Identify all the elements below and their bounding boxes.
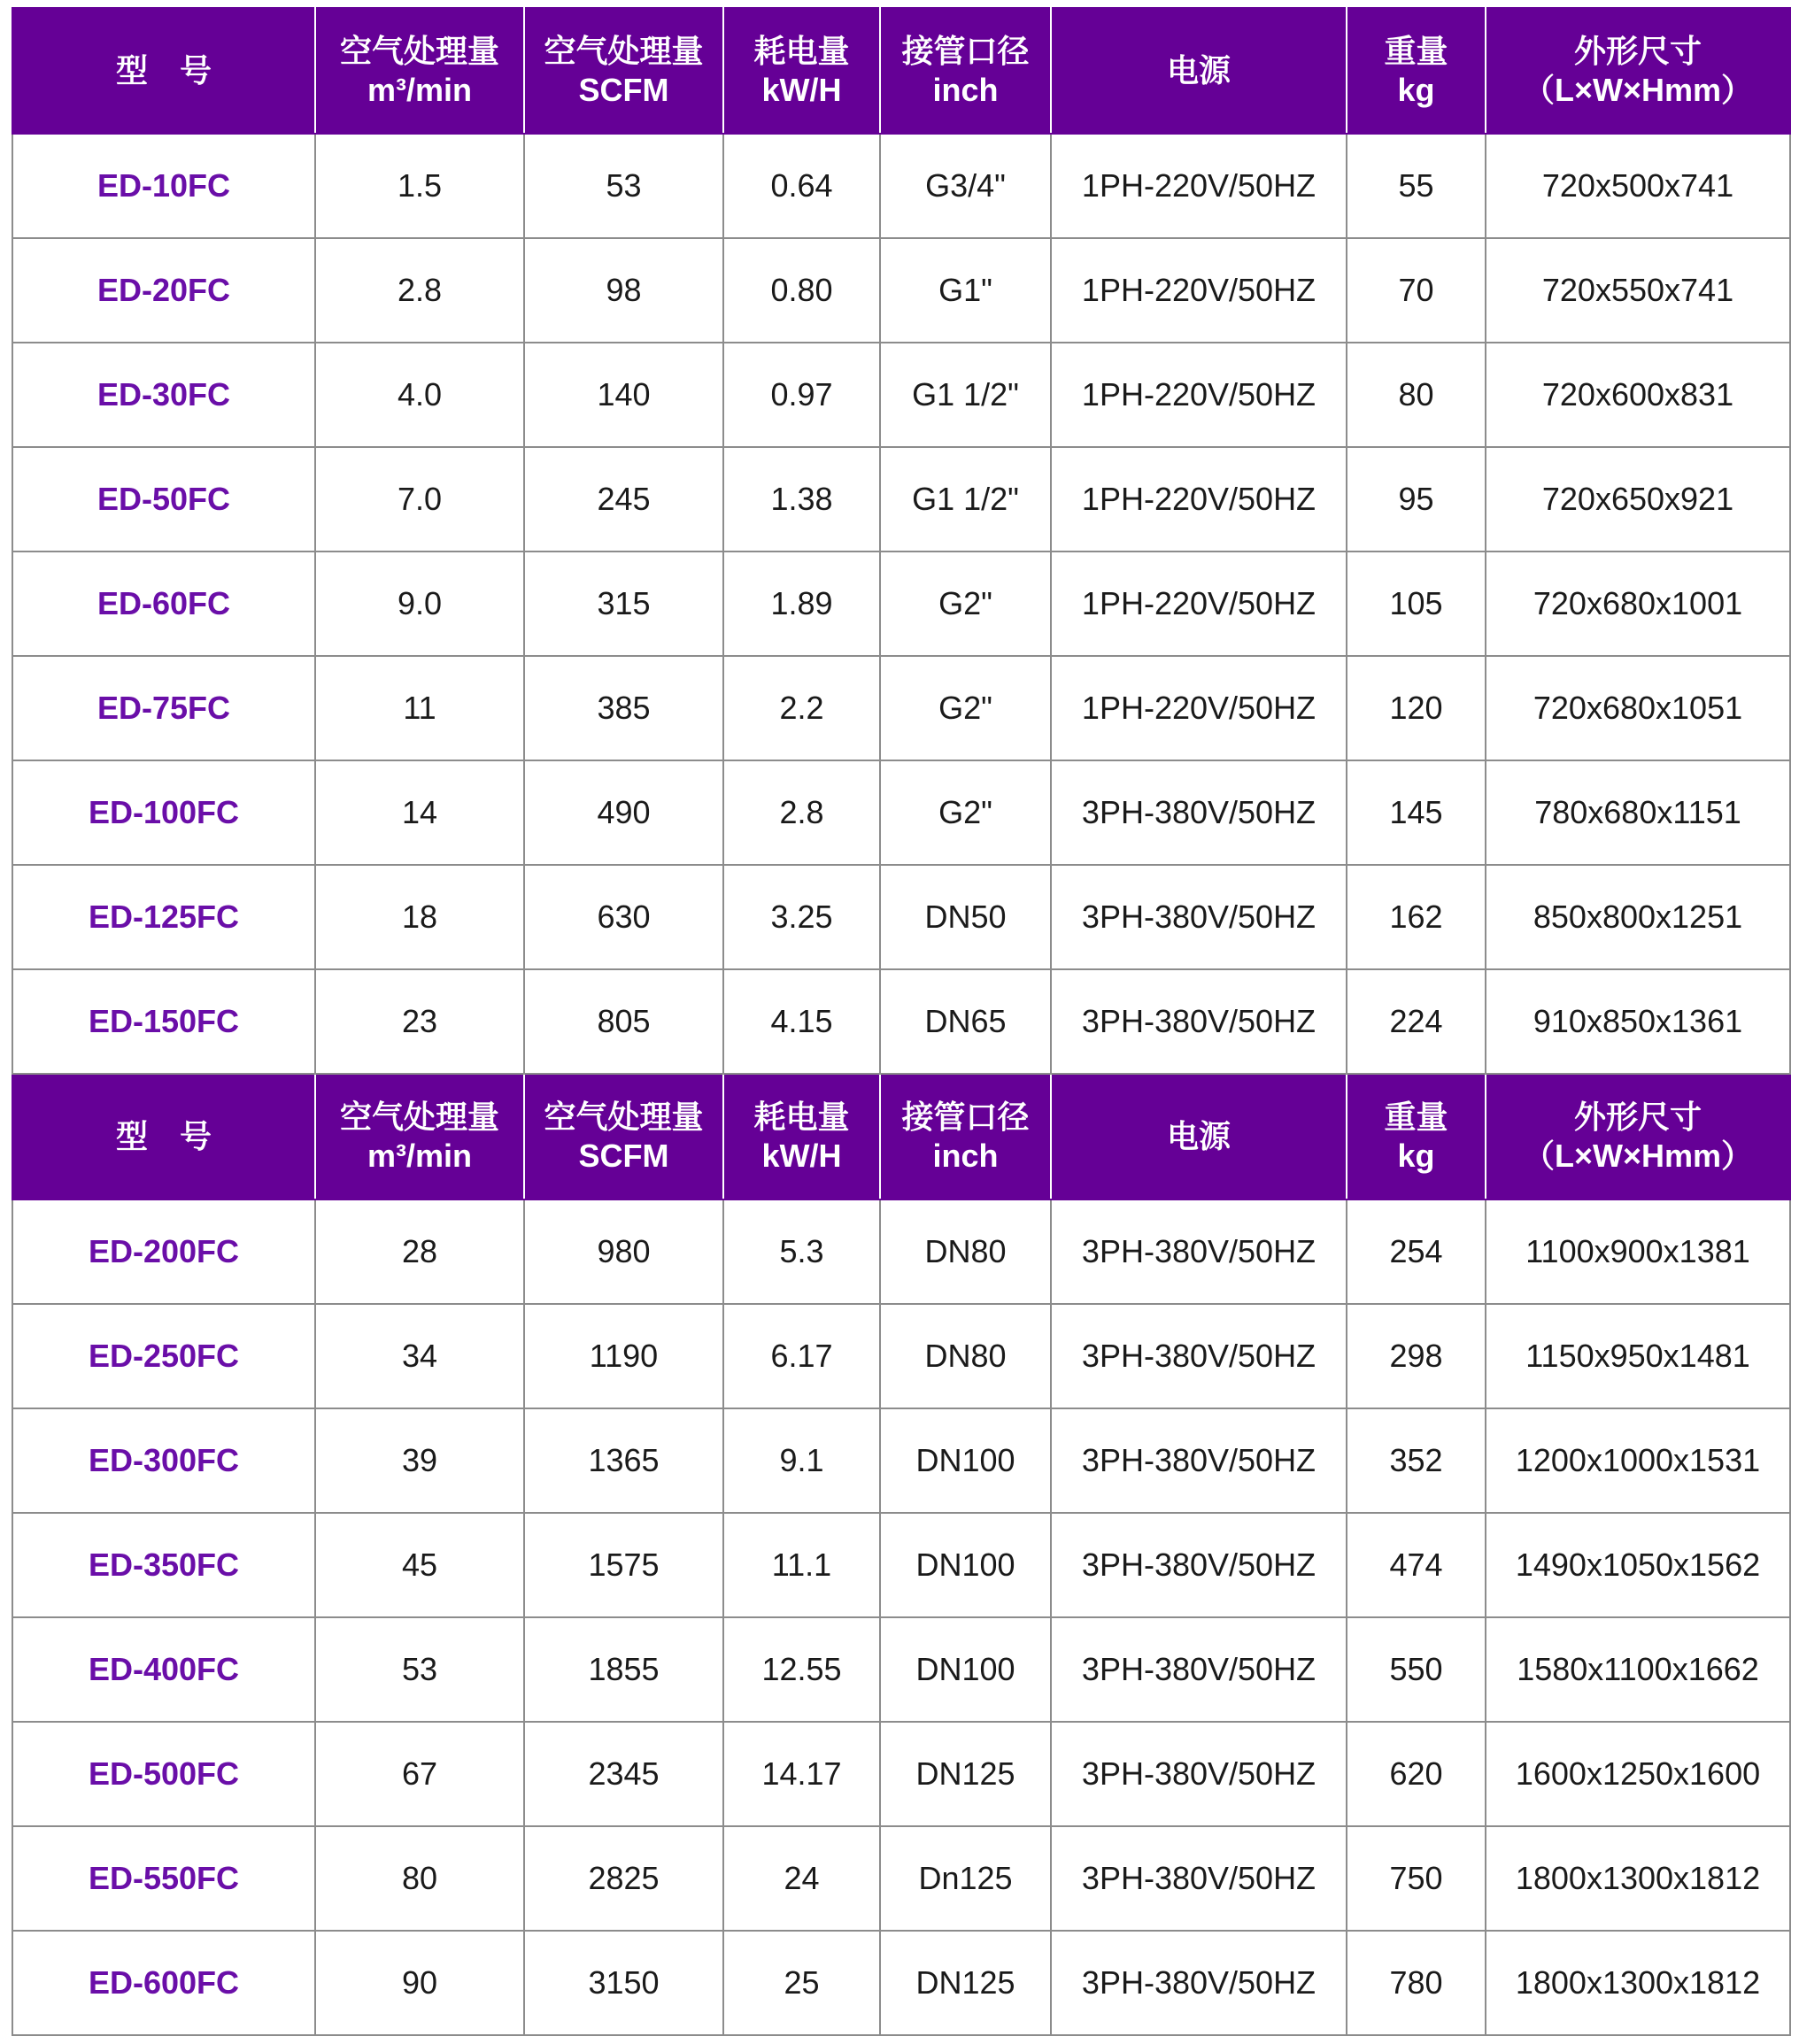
cell-dimensions: 720x680x1051	[1486, 656, 1790, 760]
header-pipe-diameter-line: inch	[932, 1138, 999, 1174]
cell-weight: 750	[1347, 1826, 1486, 1931]
cell-dimensions: 720x500x741	[1486, 134, 1790, 238]
header-air-flow-m3-min	[315, 8, 524, 134]
header-power-consumption	[723, 8, 880, 134]
header-pipe-diameter-line: 接管口径	[901, 1099, 1030, 1135]
cell-pipe-diameter: DN125	[880, 1931, 1051, 2035]
header-dimensions-line: （L×W×Hmm）	[1522, 72, 1754, 108]
cell-power-supply: 3PH-380V/50HZ	[1051, 969, 1347, 1074]
cell-power-supply: 1PH-220V/50HZ	[1051, 134, 1347, 238]
cell-weight: 145	[1347, 760, 1486, 865]
cell-model: ED-100FC	[12, 760, 315, 865]
cell-air-flow-scfm: 315	[524, 551, 723, 656]
cell-model: ED-200FC	[12, 1199, 315, 1304]
cell-air-flow-m3-min: 23	[315, 969, 524, 1074]
header-weight-line: kg	[1397, 72, 1435, 108]
cell-power-supply: 3PH-380V/50HZ	[1051, 1408, 1347, 1513]
cell-air-flow-m3-min: 45	[315, 1513, 524, 1617]
cell-dimensions: 720x680x1001	[1486, 551, 1790, 656]
cell-air-flow-m3-min: 28	[315, 1199, 524, 1304]
cell-power-consumption: 9.1	[723, 1408, 880, 1513]
cell-power-supply: 1PH-220V/50HZ	[1051, 447, 1347, 551]
cell-model: ED-350FC	[12, 1513, 315, 1617]
header-air-flow-m3-min-line: m³/min	[367, 1138, 472, 1174]
cell-power-supply: 3PH-380V/50HZ	[1051, 1617, 1347, 1722]
cell-weight: 298	[1347, 1304, 1486, 1408]
cell-weight: 70	[1347, 238, 1486, 343]
cell-dimensions: 720x550x741	[1486, 238, 1790, 343]
cell-weight: 105	[1347, 551, 1486, 656]
header-model: 型 号	[12, 1074, 315, 1199]
header-air-flow-scfm-line: SCFM	[578, 72, 669, 108]
cell-dimensions: 780x680x1151	[1486, 760, 1790, 865]
cell-power-consumption: 0.97	[723, 343, 880, 447]
cell-power-consumption: 2.2	[723, 656, 880, 760]
cell-air-flow-m3-min: 90	[315, 1931, 524, 2035]
table-row	[12, 1304, 1790, 1408]
header-power-consumption-line: kW/H	[761, 72, 842, 108]
cell-dimensions: 720x600x831	[1486, 343, 1790, 447]
table-row	[12, 656, 1790, 760]
cell-pipe-diameter: DN100	[880, 1513, 1051, 1617]
cell-air-flow-m3-min: 80	[315, 1826, 524, 1931]
cell-air-flow-m3-min: 4.0	[315, 343, 524, 447]
cell-pipe-diameter: DN50	[880, 865, 1051, 969]
table-row	[12, 1826, 1790, 1931]
header-pipe-diameter-line: 接管口径	[901, 33, 1030, 69]
cell-weight: 95	[1347, 447, 1486, 551]
cell-weight: 120	[1347, 656, 1486, 760]
header-power-consumption-line: 耗电量	[753, 1099, 850, 1135]
header-air-flow-scfm-line: SCFM	[578, 1138, 669, 1174]
cell-pipe-diameter: DN80	[880, 1199, 1051, 1304]
cell-weight: 474	[1347, 1513, 1486, 1617]
cell-air-flow-scfm: 630	[524, 865, 723, 969]
cell-model: ED-10FC	[12, 134, 315, 238]
table-row	[12, 1513, 1790, 1617]
cell-model: ED-250FC	[12, 1304, 315, 1408]
cell-power-supply: 1PH-220V/50HZ	[1051, 551, 1347, 656]
cell-dimensions: 1600x1250x1600	[1486, 1722, 1790, 1826]
spec-sheet	[12, 7, 1789, 2036]
cell-dimensions: 1800x1300x1812	[1486, 1826, 1790, 1931]
table-row	[12, 447, 1790, 551]
cell-weight: 550	[1347, 1617, 1486, 1722]
cell-power-supply: 3PH-380V/50HZ	[1051, 1304, 1347, 1408]
cell-power-consumption: 0.64	[723, 134, 880, 238]
cell-dimensions: 1490x1050x1562	[1486, 1513, 1790, 1617]
specification-table	[12, 7, 1791, 2036]
table-row	[12, 969, 1790, 1074]
cell-power-supply: 3PH-380V/50HZ	[1051, 1826, 1347, 1931]
table-body	[12, 8, 1790, 2035]
header-air-flow-m3-min-line: 空气处理量	[339, 1099, 499, 1135]
cell-air-flow-scfm: 980	[524, 1199, 723, 1304]
cell-air-flow-scfm: 1365	[524, 1408, 723, 1513]
cell-dimensions: 850x800x1251	[1486, 865, 1790, 969]
cell-power-consumption: 4.15	[723, 969, 880, 1074]
cell-air-flow-scfm: 1575	[524, 1513, 723, 1617]
cell-air-flow-scfm: 2825	[524, 1826, 723, 1931]
header-air-flow-scfm	[524, 8, 723, 134]
header-dimensions-line: 外形尺寸	[1573, 1099, 1702, 1135]
table-row	[12, 1722, 1790, 1826]
cell-power-supply: 3PH-380V/50HZ	[1051, 1722, 1347, 1826]
cell-power-consumption: 14.17	[723, 1722, 880, 1826]
cell-air-flow-m3-min: 11	[315, 656, 524, 760]
cell-weight: 162	[1347, 865, 1486, 969]
header-air-flow-m3-min-line: m³/min	[367, 72, 472, 108]
cell-power-supply: 1PH-220V/50HZ	[1051, 238, 1347, 343]
cell-power-supply: 3PH-380V/50HZ	[1051, 760, 1347, 865]
cell-air-flow-scfm: 2345	[524, 1722, 723, 1826]
cell-model: ED-550FC	[12, 1826, 315, 1931]
cell-weight: 780	[1347, 1931, 1486, 2035]
cell-power-consumption: 24	[723, 1826, 880, 1931]
cell-air-flow-scfm: 490	[524, 760, 723, 865]
cell-model: ED-300FC	[12, 1408, 315, 1513]
cell-model: ED-50FC	[12, 447, 315, 551]
header-dimensions-line: 外形尺寸	[1573, 33, 1702, 69]
cell-pipe-diameter: G3/4"	[880, 134, 1051, 238]
table-row	[12, 1199, 1790, 1304]
cell-dimensions: 910x850x1361	[1486, 969, 1790, 1074]
cell-air-flow-m3-min: 39	[315, 1408, 524, 1513]
header-power-consumption-line: kW/H	[761, 1138, 842, 1174]
header-air-flow-scfm	[524, 1074, 723, 1199]
cell-air-flow-scfm: 98	[524, 238, 723, 343]
header-dimensions	[1486, 8, 1790, 134]
cell-pipe-diameter: G1 1/2"	[880, 447, 1051, 551]
cell-power-consumption: 11.1	[723, 1513, 880, 1617]
table-row	[12, 134, 1790, 238]
header-weight-line: kg	[1397, 1138, 1435, 1174]
header-row	[12, 1074, 1790, 1199]
cell-air-flow-m3-min: 2.8	[315, 238, 524, 343]
cell-power-consumption: 1.89	[723, 551, 880, 656]
header-row	[12, 8, 1790, 134]
cell-power-consumption: 25	[723, 1931, 880, 2035]
cell-air-flow-m3-min: 67	[315, 1722, 524, 1826]
cell-pipe-diameter: DN125	[880, 1722, 1051, 1826]
cell-weight: 620	[1347, 1722, 1486, 1826]
cell-pipe-diameter: G1"	[880, 238, 1051, 343]
header-weight-line: 重量	[1384, 33, 1448, 69]
header-power-supply: 电源	[1051, 1074, 1347, 1199]
cell-air-flow-scfm: 385	[524, 656, 723, 760]
cell-weight: 352	[1347, 1408, 1486, 1513]
header-weight	[1347, 8, 1486, 134]
cell-power-consumption: 3.25	[723, 865, 880, 969]
cell-power-supply: 1PH-220V/50HZ	[1051, 656, 1347, 760]
cell-pipe-diameter: Dn125	[880, 1826, 1051, 1931]
cell-model: ED-400FC	[12, 1617, 315, 1722]
cell-weight: 254	[1347, 1199, 1486, 1304]
cell-air-flow-scfm: 53	[524, 134, 723, 238]
cell-air-flow-m3-min: 9.0	[315, 551, 524, 656]
cell-air-flow-scfm: 140	[524, 343, 723, 447]
table-row	[12, 1931, 1790, 2035]
cell-air-flow-scfm: 245	[524, 447, 723, 551]
table-row	[12, 343, 1790, 447]
cell-air-flow-scfm: 1855	[524, 1617, 723, 1722]
cell-power-consumption: 0.80	[723, 238, 880, 343]
header-pipe-diameter	[880, 8, 1051, 134]
cell-model: ED-75FC	[12, 656, 315, 760]
cell-model: ED-600FC	[12, 1931, 315, 2035]
cell-model: ED-500FC	[12, 1722, 315, 1826]
cell-air-flow-m3-min: 18	[315, 865, 524, 969]
cell-pipe-diameter: G2"	[880, 551, 1051, 656]
cell-pipe-diameter: G1 1/2"	[880, 343, 1051, 447]
cell-weight: 224	[1347, 969, 1486, 1074]
table-row	[12, 865, 1790, 969]
cell-air-flow-scfm: 1190	[524, 1304, 723, 1408]
header-power-supply: 电源	[1051, 8, 1347, 134]
cell-pipe-diameter: DN80	[880, 1304, 1051, 1408]
cell-power-supply: 1PH-220V/50HZ	[1051, 343, 1347, 447]
cell-pipe-diameter: G2"	[880, 760, 1051, 865]
table-row	[12, 238, 1790, 343]
cell-model: ED-20FC	[12, 238, 315, 343]
header-air-flow-m3-min	[315, 1074, 524, 1199]
header-model: 型 号	[12, 8, 315, 134]
cell-pipe-diameter: G2"	[880, 656, 1051, 760]
cell-air-flow-m3-min: 53	[315, 1617, 524, 1722]
cell-dimensions: 720x650x921	[1486, 447, 1790, 551]
header-dimensions-line: （L×W×Hmm）	[1522, 1138, 1754, 1174]
header-pipe-diameter	[880, 1074, 1051, 1199]
cell-power-supply: 3PH-380V/50HZ	[1051, 1931, 1347, 2035]
cell-pipe-diameter: DN65	[880, 969, 1051, 1074]
cell-weight: 55	[1347, 134, 1486, 238]
cell-air-flow-m3-min: 14	[315, 760, 524, 865]
cell-power-consumption: 12.55	[723, 1617, 880, 1722]
header-air-flow-scfm-line: 空气处理量	[544, 1099, 704, 1135]
cell-model: ED-30FC	[12, 343, 315, 447]
cell-dimensions: 1100x900x1381	[1486, 1199, 1790, 1304]
header-power-consumption	[723, 1074, 880, 1199]
cell-power-consumption: 5.3	[723, 1199, 880, 1304]
header-air-flow-m3-min-line: 空气处理量	[339, 33, 499, 69]
cell-weight: 80	[1347, 343, 1486, 447]
table-row	[12, 760, 1790, 865]
cell-power-supply: 3PH-380V/50HZ	[1051, 1513, 1347, 1617]
cell-power-consumption: 2.8	[723, 760, 880, 865]
cell-model: ED-125FC	[12, 865, 315, 969]
table-row	[12, 551, 1790, 656]
cell-pipe-diameter: DN100	[880, 1408, 1051, 1513]
cell-air-flow-m3-min: 7.0	[315, 447, 524, 551]
cell-air-flow-m3-min: 34	[315, 1304, 524, 1408]
cell-model: ED-150FC	[12, 969, 315, 1074]
cell-power-consumption: 6.17	[723, 1304, 880, 1408]
header-pipe-diameter-line: inch	[932, 72, 999, 108]
header-dimensions	[1486, 1074, 1790, 1199]
cell-power-consumption: 1.38	[723, 447, 880, 551]
header-weight	[1347, 1074, 1486, 1199]
header-air-flow-scfm-line: 空气处理量	[544, 33, 704, 69]
cell-dimensions: 1580x1100x1662	[1486, 1617, 1790, 1722]
cell-dimensions: 1200x1000x1531	[1486, 1408, 1790, 1513]
cell-model: ED-60FC	[12, 551, 315, 656]
cell-pipe-diameter: DN100	[880, 1617, 1051, 1722]
cell-dimensions: 1800x1300x1812	[1486, 1931, 1790, 2035]
table-row	[12, 1408, 1790, 1513]
cell-power-supply: 3PH-380V/50HZ	[1051, 865, 1347, 969]
header-weight-line: 重量	[1384, 1099, 1448, 1135]
cell-dimensions: 1150x950x1481	[1486, 1304, 1790, 1408]
cell-power-supply: 3PH-380V/50HZ	[1051, 1199, 1347, 1304]
cell-air-flow-scfm: 805	[524, 969, 723, 1074]
header-power-consumption-line: 耗电量	[753, 33, 850, 69]
cell-air-flow-m3-min: 1.5	[315, 134, 524, 238]
table-row	[12, 1617, 1790, 1722]
cell-air-flow-scfm: 3150	[524, 1931, 723, 2035]
